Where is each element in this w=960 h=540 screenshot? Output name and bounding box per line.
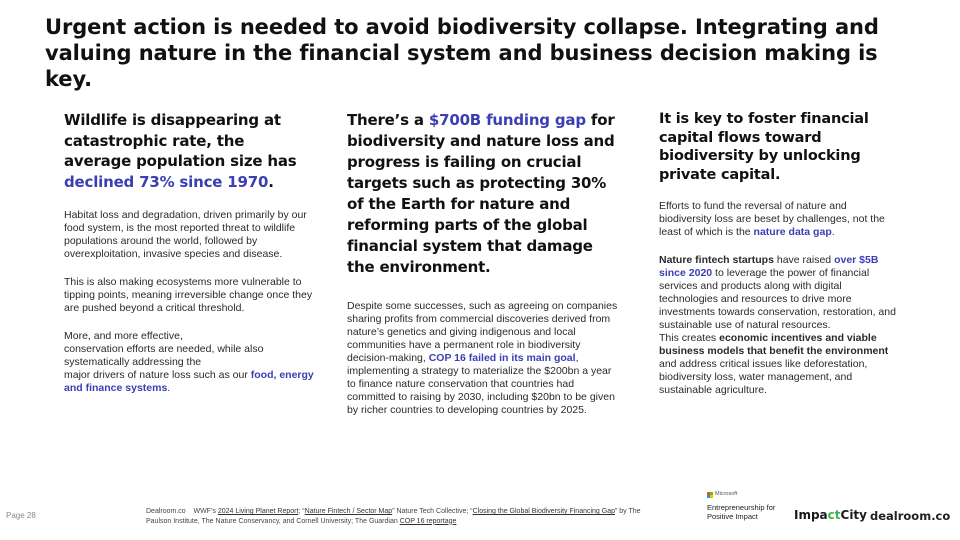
source-link[interactable]: Closing the Global Biodiversity Financing Gap	[472, 508, 615, 515]
body-paragraph	[659, 254, 899, 332]
column-heading: It is key to foster financial capital flows toward biodiversity by unlocking private capital.	[659, 111, 869, 183]
body-text: , implementing a strategy to materialize the $200bn a year to finance nature conservation that countries had committed to raising by 2030, including $20bn to be given by richer countries to developing countries by 2025.	[347, 352, 615, 416]
food-energy-finance-link[interactable]: food, energy and finance systems	[64, 369, 314, 394]
body-bold: Nature fintech startups	[659, 254, 774, 266]
source-text: ; “	[298, 508, 305, 515]
logo-text: City	[840, 508, 867, 522]
microsoft-tagline: Entrepreneurship for Positive Impact	[707, 503, 776, 521]
heading-text: There’s a	[347, 111, 429, 129]
source-link[interactable]: Nature Fintech / Sector Map	[304, 508, 393, 515]
body-paragraph	[347, 300, 622, 417]
column-wildlife	[64, 110, 314, 395]
page-number: Page 28	[6, 511, 36, 520]
microsoft-wordmark: Microsoft	[715, 491, 738, 497]
microsoft-grid-icon	[707, 492, 713, 498]
body-text: .	[831, 226, 835, 238]
body-paragraph: This is also making ecosystems more vulnerable to tipping points, meaning irreversible change once they are pushed beyond a critical threshold.	[64, 276, 313, 314]
heading-text: .	[268, 172, 274, 191]
source-link[interactable]: COP 16 reportage	[399, 517, 457, 525]
source-label: Dealroom.co	[146, 508, 186, 515]
body-text: .	[167, 382, 171, 394]
page-title: Urgent action is needed to avoid biodiversity collapse. Integrating and valuing nature in the financial system and business decision making is key.	[45, 15, 879, 91]
over-5b-link[interactable]: over $5B since 2020	[659, 254, 879, 279]
column-heading	[347, 110, 622, 278]
body-bold: economic incentives and viable business models that benefit the environment	[659, 332, 889, 357]
source-text: ” by The Paulson Institute, The Nature Conservancy, and Cornell University; The Guardian	[146, 508, 641, 525]
dealroom-logo: dealroom.co	[870, 509, 951, 523]
body-text: have raised	[773, 254, 835, 266]
body-text: Despite some successes, such as agreeing on companies sharing profits from commercial discoveries derived from nature’s genetics and giving indigenous and local communities have a permanent role in biodiversity decision-making,	[347, 300, 618, 364]
source-text: ” Nature Tech Collective; “	[392, 508, 473, 515]
heading-text: Wildlife is disappearing at catastrophic rate, the average population size has	[64, 111, 297, 170]
impactcity-logo	[794, 508, 867, 522]
body-text: and address critical issues like deforestation, biodiversity loss, water management, and sustainable agriculture.	[659, 358, 868, 396]
column-heading	[64, 110, 314, 192]
body-paragraph: Habitat loss and degradation, driven primarily by our food system, is the most reported threat to wildlife populations around the world, followed by overexploitation, invasive species and disease.	[64, 209, 307, 260]
logo-text: Impa	[794, 508, 828, 522]
heading-highlight: declined 73% since 1970	[64, 172, 269, 191]
column-funding-gap	[347, 110, 622, 417]
body-text: to leverage the power of financial services and products along with digital technologies and resources to drive more investments towards conservation, restoration, and sustainable use of natural resources.	[659, 267, 896, 331]
body-text: This creates	[659, 332, 720, 344]
sources-footnote	[146, 507, 646, 526]
logo-text: ct	[827, 508, 841, 522]
body-text: Efforts to fund the reversal of nature and biodiversity loss are beset by challenges, not the least of which is the	[659, 200, 885, 238]
source-text: WWF’s	[193, 508, 218, 515]
body-paragraph	[659, 200, 899, 239]
body-paragraph	[659, 332, 899, 397]
body-text: conservation efforts are needed, while also systematically addressing the	[64, 343, 264, 368]
body-paragraph	[64, 330, 314, 395]
heading-text: for biodiversity and nature loss and progress is failing on crucial targets such as protecting 30% of the Earth for nature and reforming parts of the global financial system that damage the environment.	[347, 111, 615, 276]
nature-data-gap-link[interactable]: nature data gap	[753, 226, 832, 238]
cop16-failed-link[interactable]: COP 16 failed in its main goal	[428, 352, 576, 364]
body-text: major drivers of nature loss such as our	[64, 369, 251, 381]
column-capital-flows	[659, 110, 899, 397]
body-text: More, and more effective,	[64, 330, 183, 342]
source-link[interactable]: 2024 Living Planet Report	[217, 508, 299, 515]
heading-highlight: $700B funding gap	[428, 111, 586, 129]
